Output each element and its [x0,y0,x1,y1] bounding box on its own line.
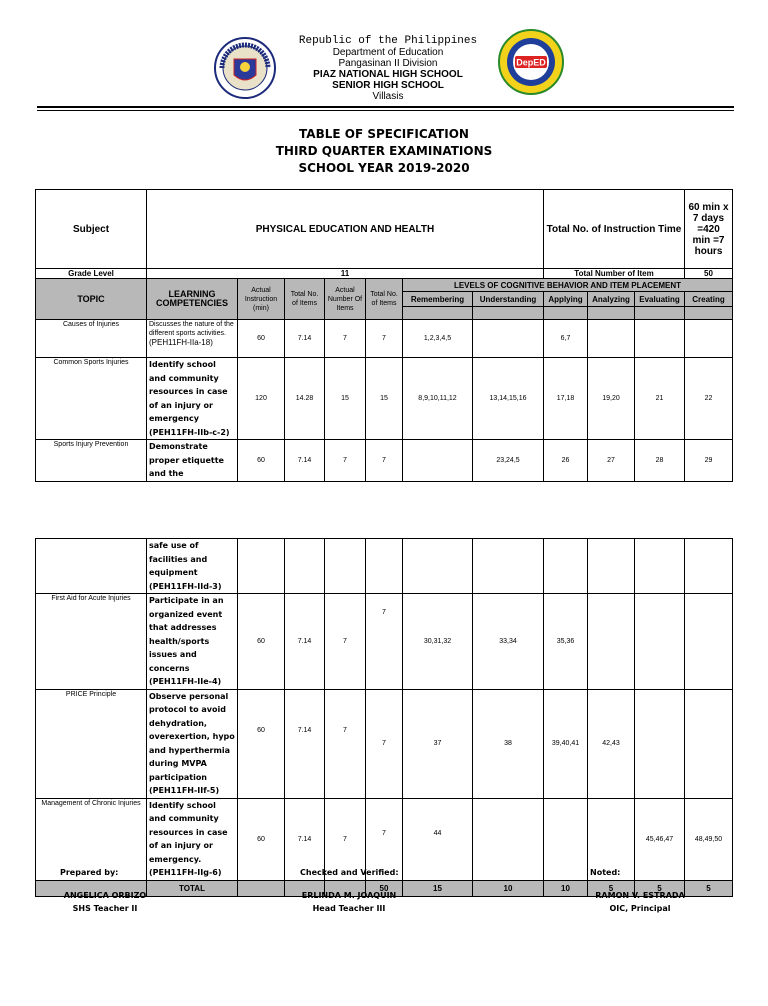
row-remembering: 30,31,32 [403,594,473,690]
grade-level-label: Grade Level [36,269,147,279]
header-line5: SENIOR HIGH SCHOOL [332,80,444,91]
total-understanding: 10 [473,880,544,896]
header-line2: Department of Education [332,47,444,58]
preparer-title: SHS Teacher II [72,904,138,913]
col-analyzing: Analyzing [588,292,635,307]
header-rule-thin [37,110,734,111]
row-time: 60 [238,320,285,358]
row-pct: 7.14 [285,594,325,690]
row-topic [36,539,147,594]
row-analyzing [588,320,635,358]
row-pct: 7.14 [285,689,325,798]
header-line1: Republic of the Philippines [298,35,478,47]
logo-text: DepED [516,57,546,68]
letterhead [250,36,526,102]
header-rule [37,106,734,108]
col-total-items: Total No. of Items [366,279,403,320]
table-row [36,594,733,690]
col-levels: LEVELS OF COGNITIVE BEHAVIOR AND ITEM PLACEMENT [403,279,733,292]
table-row [36,539,733,594]
row-understanding: 33,34 [473,594,544,690]
row-actual: 7 [325,689,366,798]
header-blank [403,307,473,320]
row-creating [685,689,733,798]
row-creating [685,320,733,358]
row-competency: safe use of facilities and equipment (PEH11FH-IId-3) [147,539,238,594]
row-creating: 29 [685,440,733,482]
title-line1: TABLE OF SPECIFICATION [299,127,469,141]
specification-table-part2 [35,538,733,897]
title-line2: THIRD QUARTER EXAMINATIONS [275,144,493,158]
checked-label: Checked and Verified: [300,868,399,877]
row-pct: 7.14 [285,320,325,358]
header-line6: Villasis [372,91,404,102]
header-blank [685,307,733,320]
row-total [366,539,403,594]
header-blank [588,307,635,320]
row-remembering: 37 [403,689,473,798]
title-line3: SCHOOL YEAR 2019-2020 [298,161,470,175]
row-competency: Identify school and community resources in case of an injury or emergency (PEH11FH-IIb-c-2) [147,358,238,440]
col-creating: Creating [685,292,733,307]
header-blank [635,307,685,320]
total-label: TOTAL [147,880,238,896]
row-understanding [473,798,544,880]
row-applying: 35,36 [544,594,588,690]
row-total: 7 [366,798,403,880]
row-analyzing [588,539,635,594]
row-topic: Common Sports Injuries [36,358,147,440]
header-line3: Pangasinan II Division [338,58,438,69]
row-competency: Observe personal protocol to avoid dehydration, overexertion, hypo and hyperthermia during MVPA participation (PEH11FH-IIf-5) [147,689,238,798]
row-creating [685,539,733,594]
row-total: 7 [366,689,403,798]
row-analyzing: 19,20 [588,358,635,440]
preparer-name: ANGELICA ORBIZO [63,891,147,900]
table-row [36,320,733,358]
col-actual-time: Actual Instruction (min) [238,279,285,320]
preparer-block [45,889,165,915]
row-time: 60 [238,594,285,690]
row-creating: 22 [685,358,733,440]
row-remembering: 1,2,3,4,5 [403,320,473,358]
table-row [36,440,733,482]
row-understanding [473,320,544,358]
noter-name: RAMON V. ESTRADA [595,891,685,900]
competency-code: (PEH11FH-IIa-18) [149,338,213,347]
total-remembering: 15 [403,880,473,896]
row-applying: 6,7 [544,320,588,358]
header-blank [473,307,544,320]
row-pct [285,539,325,594]
row-time: 60 [238,798,285,880]
checker-block [284,889,414,915]
row-evaluating [635,320,685,358]
col-topic: TOPIC [36,279,147,320]
row-evaluating [635,689,685,798]
row-time: 120 [238,358,285,440]
row-competency: Demonstrate proper etiquette and the [147,440,238,482]
grade-level-value: 11 [147,269,544,279]
instruction-time-label: Total No. of Instruction Time [544,190,685,269]
total-creating: 5 [685,880,733,896]
row-total: 7 [366,594,403,690]
total-analyzing: 5 [588,880,635,896]
total-items: 50 [366,880,403,896]
row-understanding: 23,24,5 [473,440,544,482]
total-blank [238,880,285,896]
table-row [36,689,733,798]
row-understanding [473,539,544,594]
checker-name: ERLINDA M. JOAQUIN [301,891,397,900]
row-actual [325,539,366,594]
total-evaluating: 5 [635,880,685,896]
row-understanding: 13,14,15,16 [473,358,544,440]
instruction-time-value: 60 min x 7 days =420 min =7 hours [685,190,733,269]
col-actual-items: Actual Number Of Items [325,279,366,320]
row-topic: Sports Injury Prevention [36,440,147,482]
subject-value: PHYSICAL EDUCATION AND HEALTH [147,190,544,269]
row-time: 60 [238,689,285,798]
table-row [36,358,733,440]
row-actual: 15 [325,358,366,440]
row-time: 60 [238,440,285,482]
row-evaluating: 28 [635,440,685,482]
col-applying: Applying [544,292,588,307]
row-applying [544,798,588,880]
row-actual: 7 [325,320,366,358]
row-evaluating [635,539,685,594]
row-analyzing [588,594,635,690]
row-evaluating: 45,46,47 [635,798,685,880]
noter-block [575,889,705,915]
row-remembering: 44 [403,798,473,880]
row-competency: Identify school and community resources in case of an injury or emergency. (PEH11FH-IIg-6) [147,798,238,880]
row-topic: First Aid for Acute Injuries [36,594,147,690]
col-understanding: Understanding [473,292,544,307]
subject-label: Subject [36,190,147,269]
row-applying: 26 [544,440,588,482]
row-topic: Management of Chronic Injuries [36,798,147,880]
row-understanding: 38 [473,689,544,798]
row-remembering [403,440,473,482]
row-actual: 7 [325,440,366,482]
competency-text: Discusses the nature of the different sports activities. [149,321,234,337]
row-actual: 7 [325,594,366,690]
row-applying: 17,18 [544,358,588,440]
row-total: 7 [366,320,403,358]
noted-label: Noted: [590,868,621,877]
total-items-label: Total Number of Item [544,269,685,279]
header-line4: PIAZ NATIONAL HIGH SCHOOL [313,69,463,80]
row-pct: 7.14 [285,798,325,880]
total-applying: 10 [544,880,588,896]
prepared-label: Prepared by: [60,868,119,877]
row-remembering: 8,9,10,11,12 [403,358,473,440]
col-competencies: LEARNING COMPETENCIES [147,279,238,320]
row-competency [147,320,238,358]
row-evaluating [635,594,685,690]
noter-title: OIC, Principal [609,904,671,913]
row-topic: Causes of Injuries [36,320,147,358]
col-total-items-pct: Total No. of Items [285,279,325,320]
row-time [238,539,285,594]
row-analyzing: 42,43 [588,689,635,798]
row-applying [544,539,588,594]
document-title [0,126,768,177]
row-competency: Participate in an organized event that addresses health/sports issues and concerns (PEH11FH-IIe-4) [147,594,238,690]
row-pct: 14.28 [285,358,325,440]
row-total: 15 [366,358,403,440]
specification-table-part1 [35,189,733,482]
row-pct: 7.14 [285,440,325,482]
total-items-value: 50 [685,269,733,279]
row-creating [685,594,733,690]
checker-title: Head Teacher III [312,904,386,913]
row-creating: 48,49,50 [685,798,733,880]
row-analyzing: 27 [588,440,635,482]
row-remembering [403,539,473,594]
row-total: 7 [366,440,403,482]
row-applying: 39,40,41 [544,689,588,798]
row-actual: 7 [325,798,366,880]
row-evaluating: 21 [635,358,685,440]
col-remembering: Remembering [403,292,473,307]
col-evaluating: Evaluating [635,292,685,307]
row-topic: PRICE Principle [36,689,147,798]
header-blank [544,307,588,320]
